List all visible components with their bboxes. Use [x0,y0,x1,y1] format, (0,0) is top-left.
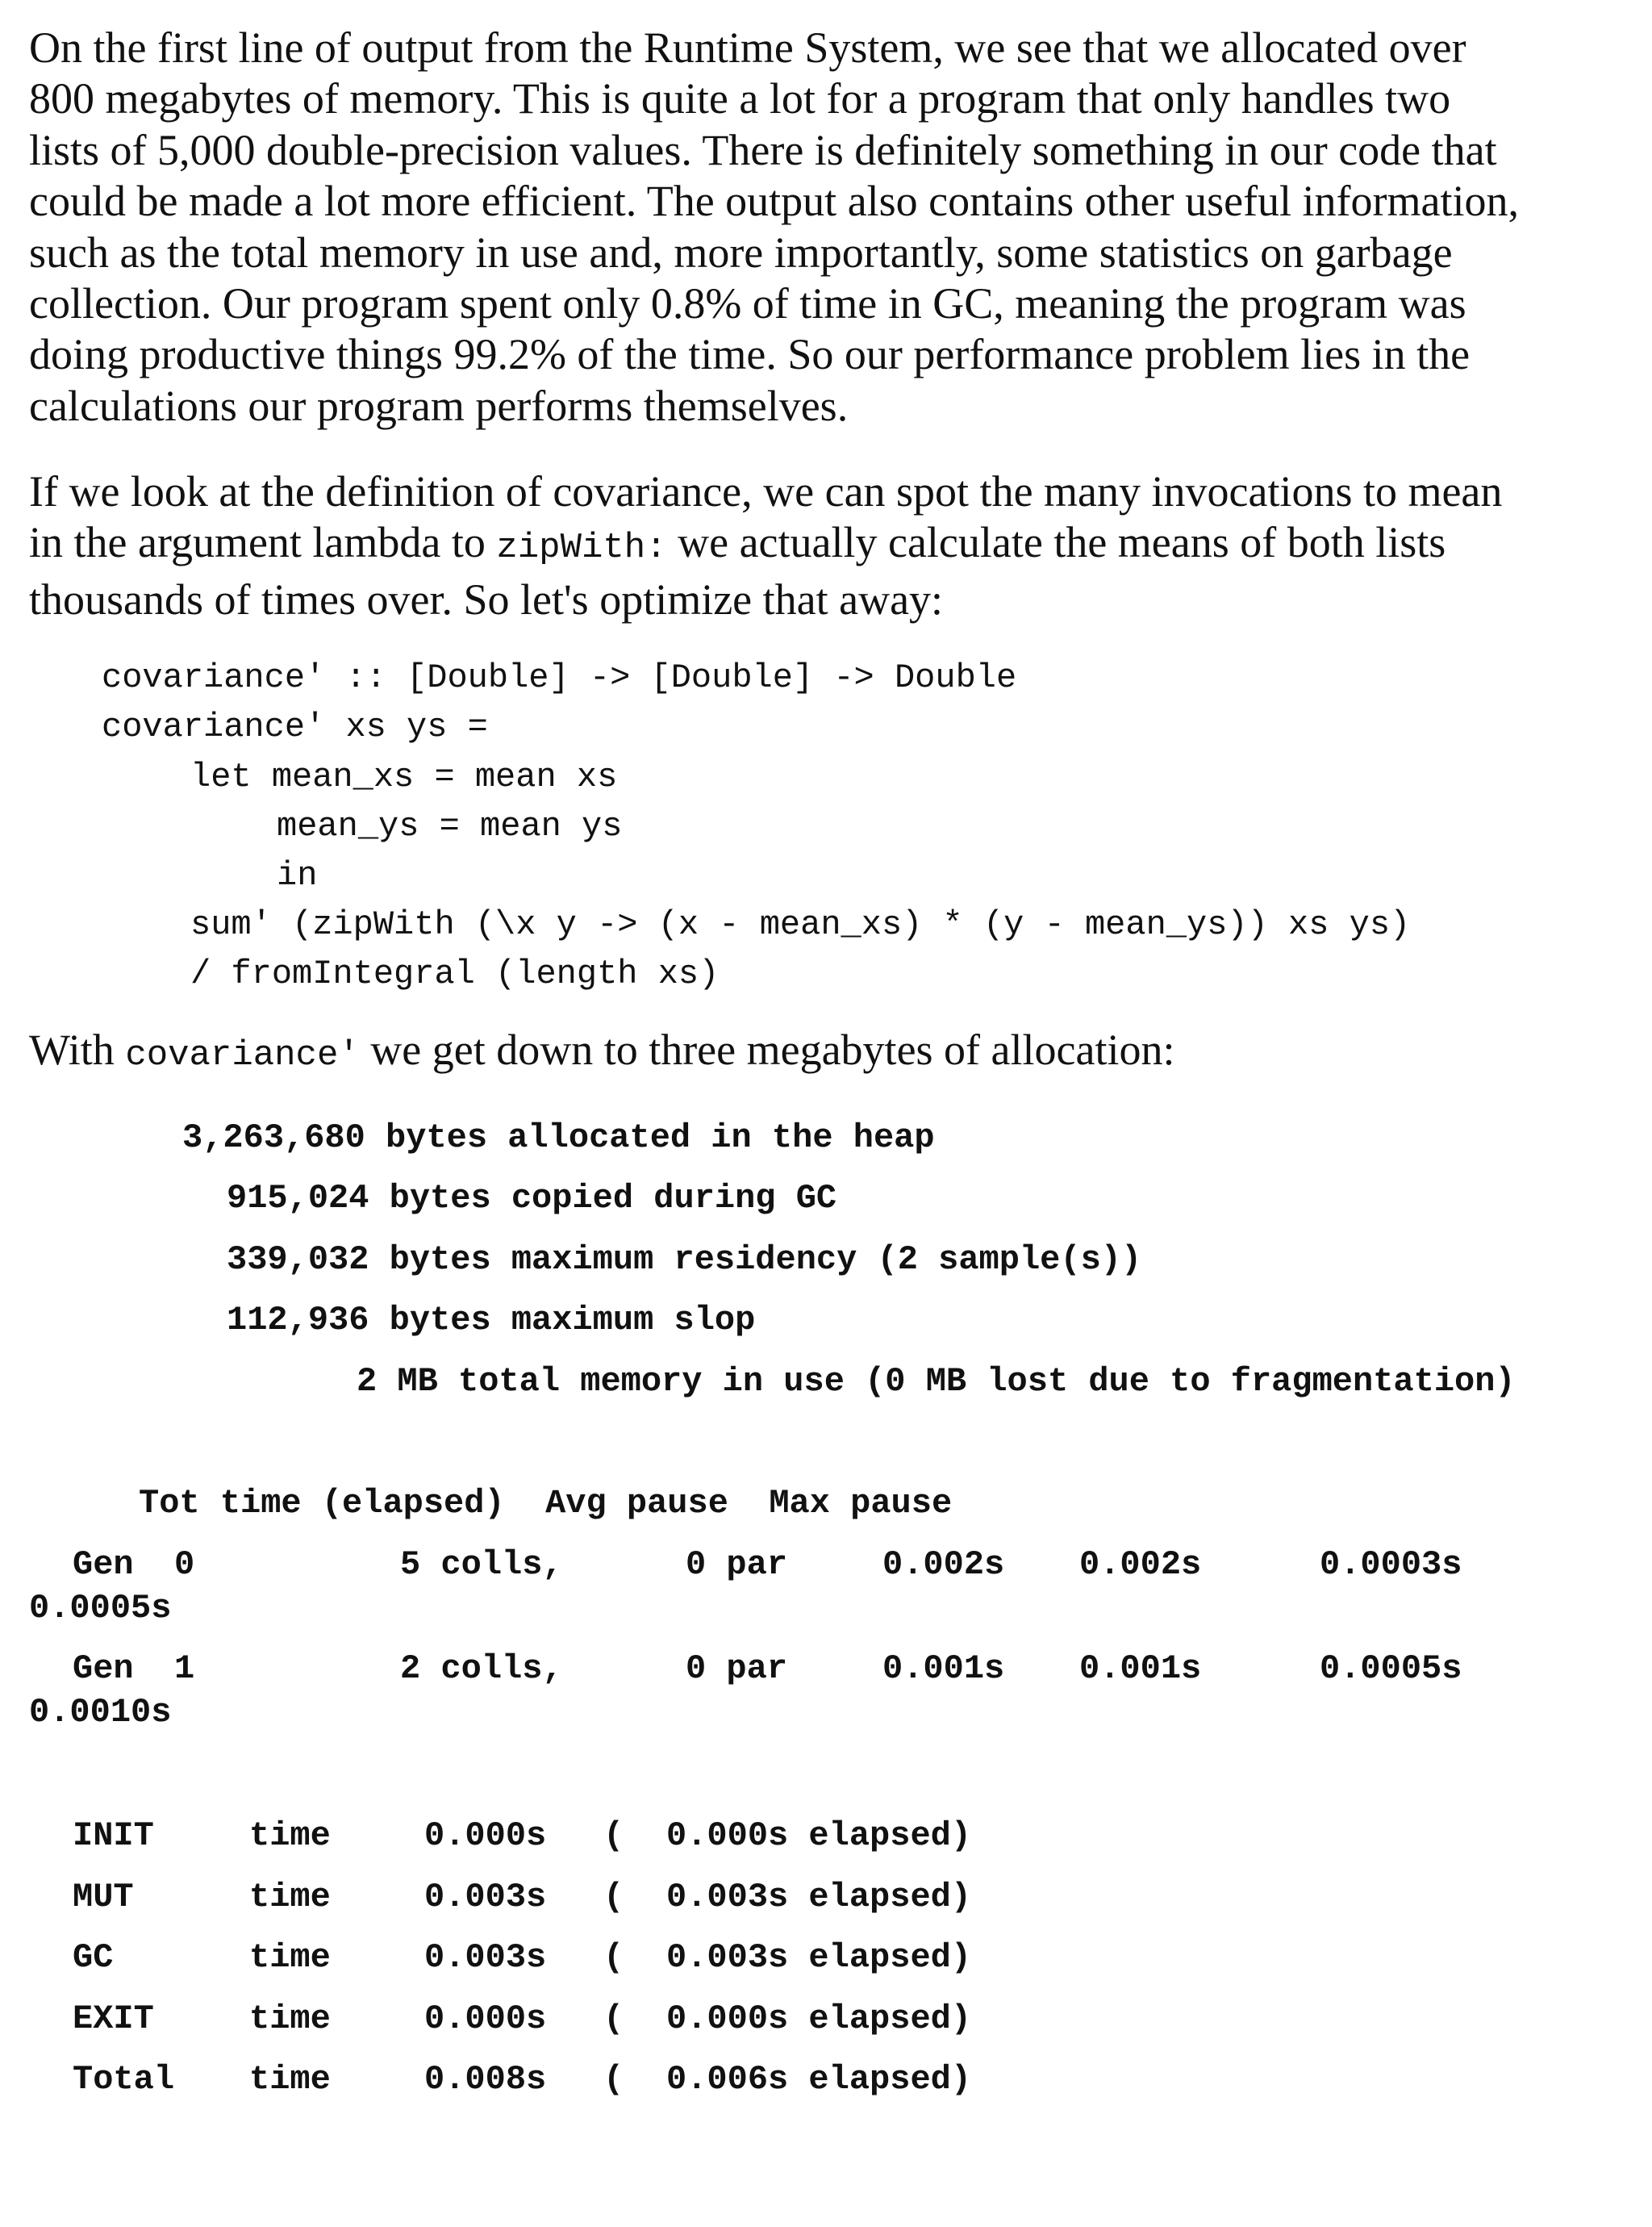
code-line: let mean_xs = mean xs [190,758,618,796]
code-line: covariance' :: [Double] -> [Double] -> Double [102,658,1017,697]
colls-count: 5 colls, [400,1545,563,1584]
time-value: 0.003s [424,1878,547,1916]
code-line: sum' (zipWith (\x y -> (x - mean_xs) * (y - mean_ys)) xs ys) [190,905,1411,944]
elapsed-value: 0.000s elapsed) [666,1816,972,1855]
elapsed-time: 0.001s [1079,1649,1202,1688]
elapsed-value: 0.003s elapsed) [666,1878,972,1916]
paragraph-line: If we look at the definition of covariance, we can spot the many invocations to mean [29,467,1503,516]
gen-label: Gen 0 [73,1545,195,1584]
time-label: MUT [73,1878,134,1916]
time-word: time [249,1878,331,1916]
max-pause: 0.0010s [29,1693,172,1732]
open-paren: ( [603,1938,624,1977]
time-word: time [249,2060,331,2099]
time-value: 0.000s [424,1816,547,1855]
paragraph-allocation-result [29,1025,1634,1081]
colls-count: 2 colls, [400,1649,563,1688]
paragraph-text: With [29,1026,126,1074]
time-value: 0.008s [424,2060,547,2099]
stat-line: 3,263,680 bytes allocated in the heap [182,1118,935,1157]
paragraph-text: we get down to three megabytes of allocation: [359,1026,1175,1074]
inline-code-covariance: covariance' [125,1035,360,1076]
inline-code-zipwith: zipWith: [496,528,667,569]
tot-time: 0.001s [882,1649,1005,1688]
elapsed-value: 0.000s elapsed) [666,1999,972,2038]
paragraph-line: thousands of times over. So let's optimize that away: [29,575,944,624]
time-value: 0.000s [424,1999,547,2038]
paragraph-covariance-explanation [29,466,1634,625]
elapsed-value: 0.006s elapsed) [666,2060,972,2099]
code-line: / fromIntegral (length xs) [190,955,720,993]
stat-line: 112,936 bytes maximum slop [227,1301,756,1339]
code-line: covariance' xs ys = [102,708,488,746]
time-label: EXIT [73,1999,154,2038]
time-word: time [249,1816,331,1855]
open-paren: ( [603,2060,624,2099]
max-pause: 0.0005s [29,1589,172,1627]
gc-table-header: Tot time (elapsed) Avg pause Max pause [139,1484,953,1523]
paragraph-line: we actually calculate the means of both lists [666,518,1446,567]
paragraph-rts-intro: On the first line of output from the Runtime System, we see that we allocated over 800 megabytes of memory. This is quite a lot for a program that only handles two lists of 5,000 double-precision values. There is definitely something in our code that could be made a lot more efficient. The output also contains other useful information, such as the total memory in use and, more importantly, some statistics on garbage collection. Our program spent only 0.8% of time in GC, meaning the program was doing productive things 99.2% of the time. So our performance problem lies in the calculations our program performs themselves. [29,23,1519,430]
stat-line: 915,024 bytes copied during GC [227,1179,837,1218]
gen-label: Gen 1 [73,1649,195,1688]
elapsed-time: 0.002s [1079,1545,1202,1584]
paragraph-line: in the argument lambda to [29,518,497,567]
stat-line: 339,032 bytes maximum residency (2 sample(s)) [227,1240,1142,1279]
tot-time: 0.002s [882,1545,1005,1584]
time-label: Total [73,2060,175,2099]
avg-pause: 0.0003s [1320,1545,1462,1584]
time-word: time [249,1999,331,2038]
code-line: in [277,856,318,895]
code-line: mean_ys = mean ys [277,807,623,846]
par-count: 0 par [686,1545,788,1584]
time-label: INIT [73,1816,154,1855]
time-word: time [249,1938,331,1977]
par-count: 0 par [686,1649,788,1688]
time-label: GC [73,1938,114,1977]
open-paren: ( [603,1878,624,1916]
open-paren: ( [603,1999,624,2038]
time-value: 0.003s [424,1938,547,1977]
elapsed-value: 0.003s elapsed) [666,1938,972,1977]
avg-pause: 0.0005s [1320,1649,1462,1688]
open-paren: ( [603,1816,624,1855]
stat-line: 2 MB total memory in use (0 MB lost due to fragmentation) [357,1362,1516,1401]
